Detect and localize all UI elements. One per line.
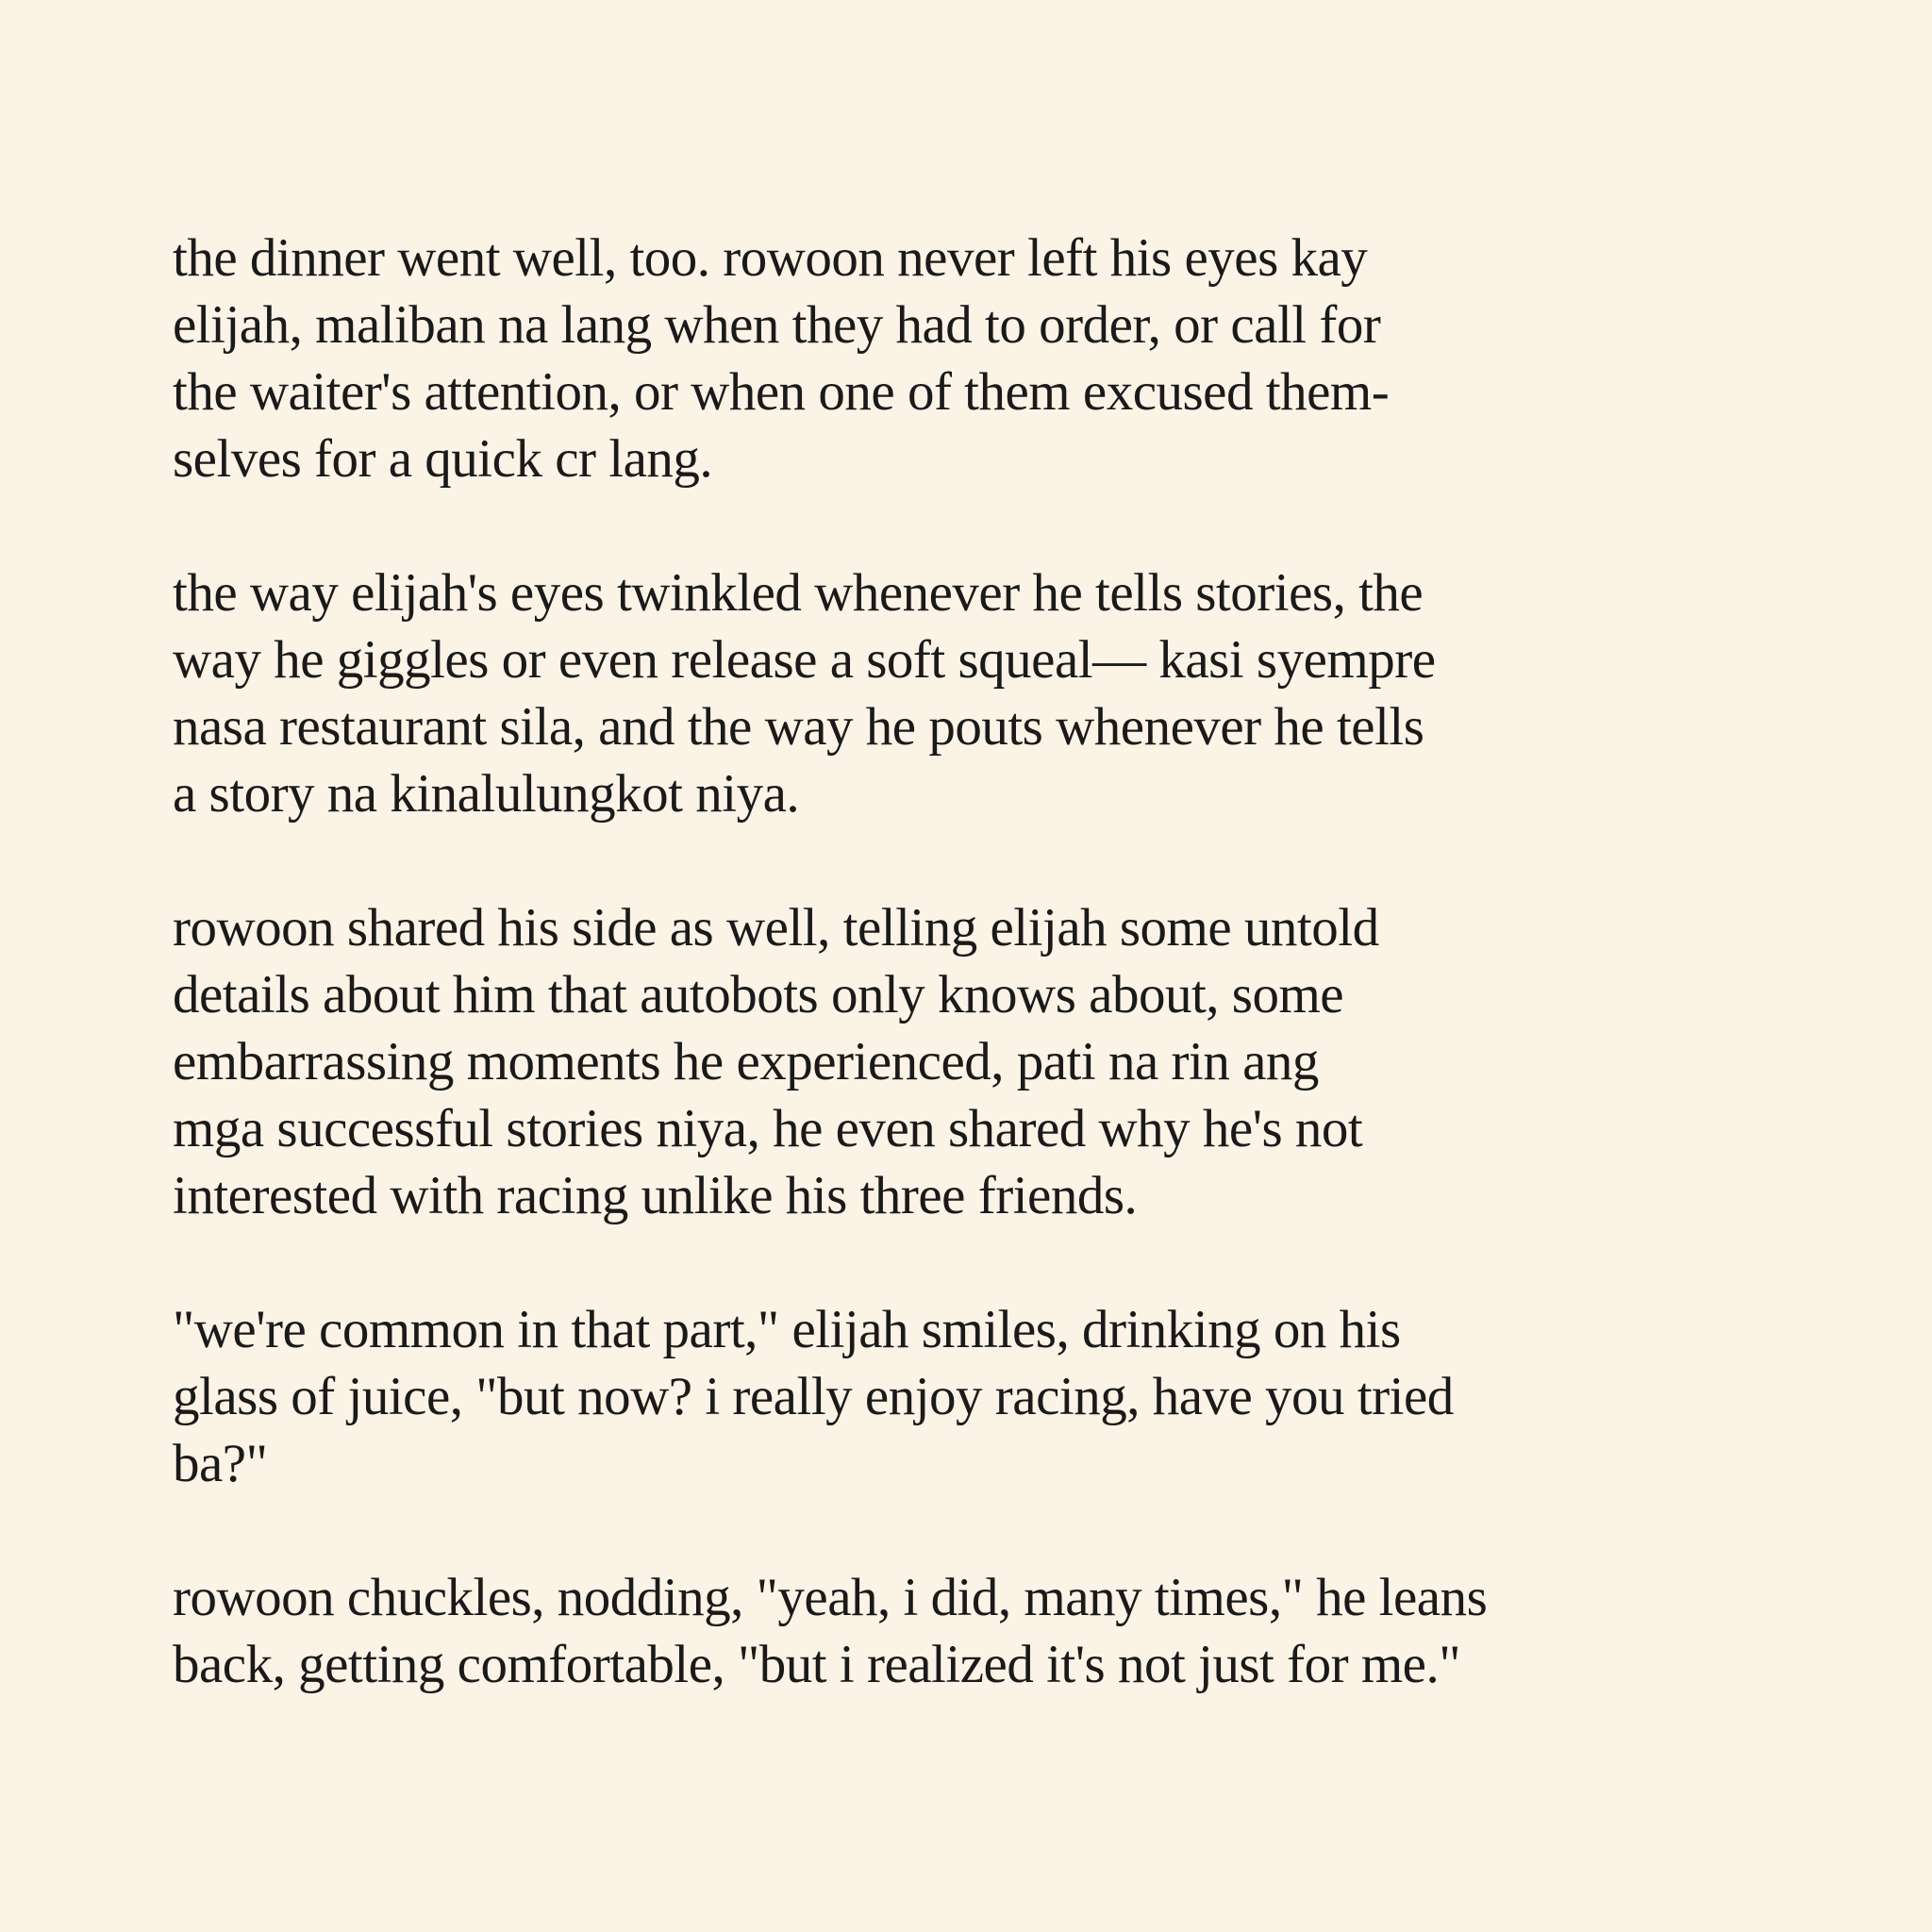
text-line: glass of juice, "but now? i really enjoy racing, have you tried xyxy=(173,1367,1454,1426)
text-line: the way elijah's eyes twinkled whenever he tells stories, the xyxy=(173,563,1424,623)
text-line: mga successful stories niya, he even shared why he's not xyxy=(173,1099,1363,1158)
text-line: a story na kinalulungkot niya. xyxy=(173,764,800,824)
paragraph-1 xyxy=(173,225,1795,492)
paragraph-2 xyxy=(173,559,1795,827)
text-line: selves for a quick cr lang. xyxy=(173,429,713,489)
text-line: elijah, maliban na lang when they had to order, or call for xyxy=(173,295,1381,355)
paragraph-4 xyxy=(173,1296,1795,1497)
text-line: back, getting comfortable, "but i realized it's not just for me." xyxy=(173,1635,1461,1694)
text-line: rowoon chuckles, nodding, "yeah, i did, many times," he leans xyxy=(173,1568,1488,1627)
text-line: embarrassing moments he experienced, pati na rin ang xyxy=(173,1032,1319,1091)
text-line: interested with racing unlike his three friends. xyxy=(173,1166,1138,1225)
text-line: the dinner went well, too. rowoon never left his eyes kay xyxy=(173,228,1368,288)
text-line: way he giggles or even release a soft squeal— kasi syempre xyxy=(173,630,1436,690)
paragraph-5 xyxy=(173,1564,1795,1698)
story-text xyxy=(173,225,1795,1765)
paragraph-3 xyxy=(173,894,1795,1229)
text-line: the waiter's attention, or when one of them excused them- xyxy=(173,362,1390,422)
text-line: rowoon shared his side as well, telling elijah some untold xyxy=(173,898,1379,958)
text-line: "we're common in that part," elijah smiles, drinking on his xyxy=(173,1300,1401,1359)
text-line: nasa restaurant sila, and the way he pouts whenever he tells xyxy=(173,697,1424,757)
text-line: ba?" xyxy=(173,1434,268,1493)
text-line: details about him that autobots only knows about, some xyxy=(173,965,1344,1024)
